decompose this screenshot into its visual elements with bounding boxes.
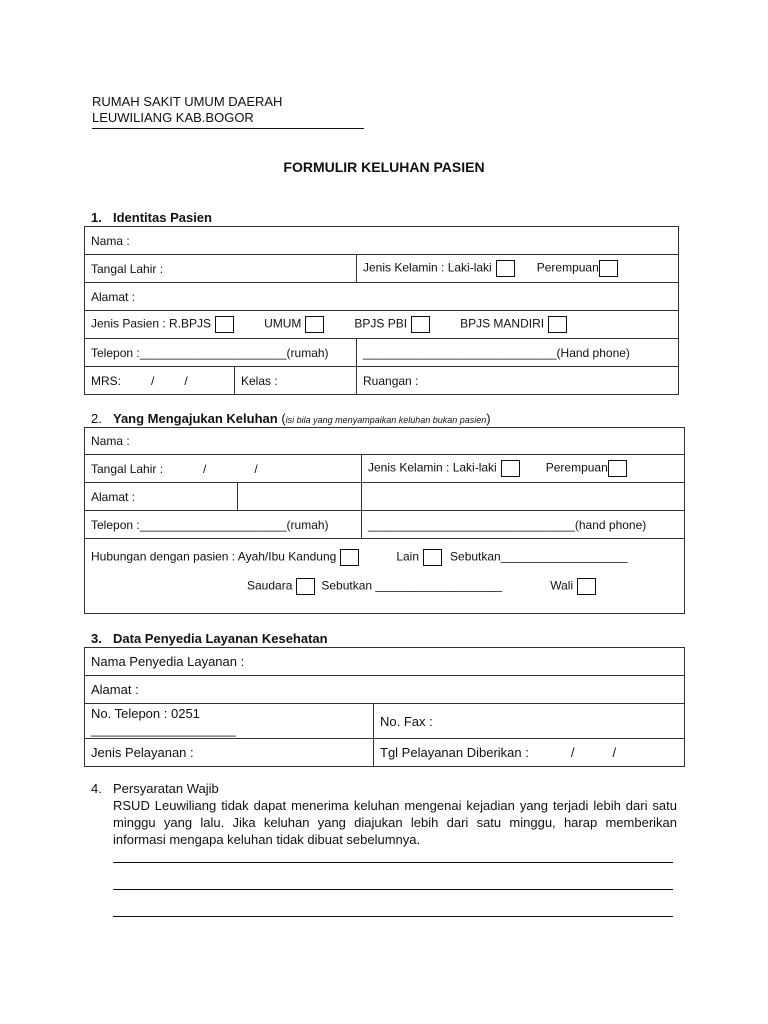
complainant-male-checkbox[interactable] <box>501 460 520 477</box>
section-2-note-close: ) <box>486 411 491 426</box>
complainant-gender-cell <box>362 455 685 483</box>
patient-phone-home-field[interactable]: Telepon :______________________(rumah) <box>85 339 357 367</box>
sibling-specify-field[interactable]: Sebutkan ___________________ <box>321 578 503 593</box>
provider-phone-underline: ____________________ <box>91 722 236 737</box>
sibling-label: Saudara <box>247 578 293 593</box>
explanation-line-3[interactable] <box>113 916 673 917</box>
female-label: Perempuan <box>536 260 599 275</box>
hospital-name-line2: LEUWILIANG KAB.BOGOR <box>92 110 254 125</box>
mrs-slash-1: / <box>151 373 155 388</box>
rbpjs-checkbox[interactable] <box>215 316 234 333</box>
explanation-line-1[interactable] <box>113 862 673 863</box>
other-label: Lain <box>396 549 420 564</box>
explanation-line-2[interactable] <box>113 889 673 890</box>
section-3-title: Data Penyedia Layanan Kesehatan <box>113 631 328 646</box>
complainant-address-extra[interactable] <box>238 483 362 511</box>
section-2-title: Yang Mengajukan Keluhan <box>113 411 278 426</box>
section-3-number: 3. <box>91 631 102 646</box>
umum-checkbox[interactable] <box>305 316 324 333</box>
section-2-note-open: ( <box>277 411 286 426</box>
patient-type-label: Jenis Pasien : R.BPJS <box>91 316 212 331</box>
section-2-heading <box>91 411 491 426</box>
umum-label: UMUM <box>264 316 302 331</box>
complainant-birthdate-label: Tangal Lahir : <box>91 461 164 476</box>
male-checkbox[interactable] <box>496 260 515 277</box>
provider-fax-field[interactable]: No. Fax : <box>374 704 685 739</box>
female-checkbox[interactable] <box>599 260 618 277</box>
bpjs-mandiri-label: BPJS MANDIRI <box>460 316 545 331</box>
provider-address-field[interactable]: Alamat : <box>85 676 685 704</box>
other-specify-field[interactable]: Sebutkan___________________ <box>450 549 628 564</box>
section-4-heading <box>91 781 219 796</box>
complainant-table <box>84 427 685 614</box>
complainant-birthdate-field[interactable] <box>85 455 362 483</box>
section-1-heading <box>91 210 212 225</box>
mrs-field[interactable] <box>85 367 235 395</box>
patient-type-cell <box>85 311 679 339</box>
section-3-heading <box>91 631 328 646</box>
gender-label: Jenis Kelamin : Laki-laki <box>363 260 492 275</box>
room-field[interactable]: Ruangan : <box>357 367 679 395</box>
patient-phone-mobile-field[interactable]: _____________________________(Hand phone) <box>357 339 679 367</box>
other-checkbox[interactable] <box>423 549 442 566</box>
section-2-number: 2. <box>91 411 102 426</box>
bpjs-pbi-label: BPJS PBI <box>354 316 408 331</box>
patient-gender-cell <box>357 255 679 283</box>
section-4-title: Persyaratan Wajib <box>113 781 219 796</box>
relationship-label: Hubungan dengan pasien : Ayah/Ibu Kandung <box>91 549 337 564</box>
provider-phone-label: No. Telepon : 0251 <box>91 706 200 721</box>
requirement-text: RSUD Leuwiliang tidak dapat menerima keluhan mengenai kejadian yang terjadi lebih dari satu minggu yang lalu. Jika keluhan yang diajukan lebih dari satu minggu, harap memberikan informasi mengapa keluhan tidak dibuat sebelumnya. <box>113 798 677 847</box>
provider-table <box>84 647 685 767</box>
service-date-label: Tgl Pelayanan Diberikan : <box>380 745 529 760</box>
patient-address-field[interactable]: Alamat : <box>85 283 679 311</box>
header-underline <box>92 128 364 129</box>
birthdate-slash-2: / <box>254 461 258 476</box>
mrs-label: MRS: <box>91 373 121 388</box>
complainant-name-field[interactable]: Nama : <box>85 428 685 455</box>
provider-phone-field[interactable] <box>85 704 374 739</box>
section-1-title: Identitas Pasien <box>113 210 212 225</box>
patient-name-field[interactable]: Nama : <box>85 227 679 255</box>
complainant-address-field[interactable]: Alamat : <box>85 483 238 511</box>
form-title: FORMULIR KELUHAN PASIEN <box>283 159 485 175</box>
complainant-female-label: Perempuan <box>545 460 608 475</box>
relationship-cell <box>85 539 685 614</box>
birthdate-slash-1: / <box>203 461 207 476</box>
provider-name-field[interactable]: Nama Penyedia Layanan : <box>85 648 685 676</box>
service-date-slash-2: / <box>612 745 617 760</box>
service-date-field[interactable] <box>374 739 685 767</box>
bpjs-pbi-checkbox[interactable] <box>411 316 430 333</box>
mrs-slash-2: / <box>184 373 188 388</box>
patient-identity-table <box>84 226 679 395</box>
hospital-name-line1: RUMAH SAKIT UMUM DAERAH <box>92 94 283 109</box>
patient-birthdate-field[interactable]: Tangal Lahir : <box>85 255 357 283</box>
section-1-number: 1. <box>91 210 102 225</box>
guardian-checkbox[interactable] <box>577 578 596 595</box>
bpjs-mandiri-checkbox[interactable] <box>548 316 567 333</box>
complainant-female-checkbox[interactable] <box>608 460 627 477</box>
sibling-checkbox[interactable] <box>296 578 315 595</box>
complainant-phone-home-field[interactable]: Telepon :______________________(rumah) <box>85 511 362 539</box>
section-4-number: 4. <box>91 781 102 796</box>
section-2-note: isi bila yang menyampaikan keluhan bukan pasien <box>285 415 487 425</box>
complainant-address-extra-2[interactable] <box>362 483 685 511</box>
class-field[interactable]: Kelas : <box>235 367 357 395</box>
parent-checkbox[interactable] <box>340 549 359 566</box>
guardian-label: Wali <box>550 578 574 593</box>
complainant-phone-mobile-field[interactable]: _______________________________(hand phone) <box>362 511 685 539</box>
service-date-slash-1: / <box>570 745 575 760</box>
complainant-gender-label: Jenis Kelamin : Laki-laki <box>368 460 497 475</box>
service-type-field[interactable]: Jenis Pelayanan : <box>85 739 374 767</box>
